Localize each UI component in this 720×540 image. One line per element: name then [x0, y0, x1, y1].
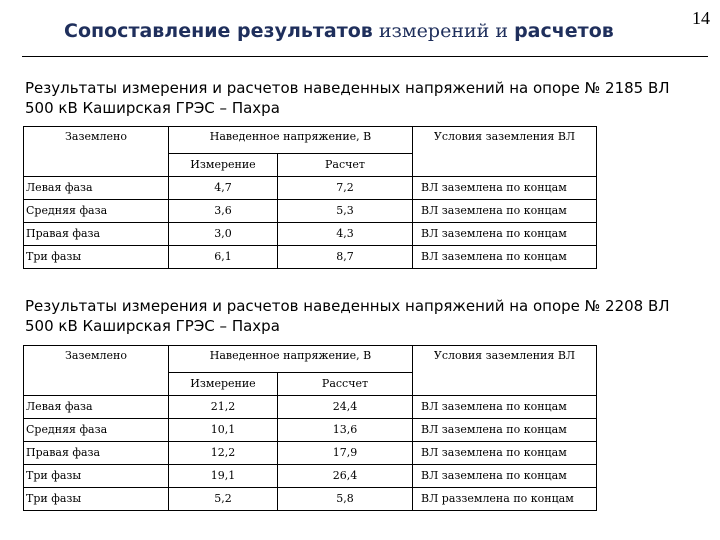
slide-title: [64, 20, 684, 42]
measured-cell: 3,0: [169, 223, 278, 246]
calculated-cell: 5,8: [278, 488, 413, 511]
condition-cell: ВЛ заземлена по концам: [413, 200, 597, 223]
table-row: [24, 419, 597, 442]
table-1: [23, 126, 597, 269]
header-voltage: Наведенное напряжение, В: [169, 346, 413, 373]
table-2-caption: [25, 296, 705, 336]
calculated-cell: 26,4: [278, 465, 413, 488]
measured-cell: 21,2: [169, 396, 278, 419]
title-part-3: расчетов: [514, 20, 614, 42]
title-part-2: измерений и: [378, 20, 509, 42]
phase-cell: Три фазы: [24, 465, 169, 488]
phase-cell: Левая фаза: [24, 177, 169, 200]
header-calculated: Рассчет: [278, 373, 413, 396]
title-divider: [22, 56, 708, 57]
measured-cell: 4,7: [169, 177, 278, 200]
table-row: [24, 223, 597, 246]
calculated-cell: 7,2: [278, 177, 413, 200]
measured-cell: 3,6: [169, 200, 278, 223]
header-measured: Измерение: [169, 154, 278, 177]
measured-cell: 6,1: [169, 246, 278, 269]
condition-cell: ВЛ заземлена по концам: [413, 465, 597, 488]
header-grounded: Заземлено: [24, 346, 169, 396]
condition-cell: ВЛ разземлена по концам: [413, 488, 597, 511]
phase-cell: Средняя фаза: [24, 419, 169, 442]
caption-line-1: Результаты измерения и расчетов наведенных напряжений на опоре № 2185 ВЛ: [25, 79, 670, 97]
calculated-cell: 5,3: [278, 200, 413, 223]
measured-cell: 12,2: [169, 442, 278, 465]
measured-cell: 19,1: [169, 465, 278, 488]
caption-line-2: 500 кВ Каширская ГРЭС – Пахра: [25, 99, 280, 117]
table-row: [24, 177, 597, 200]
phase-cell: Три фазы: [24, 246, 169, 269]
header-conditions: Условия заземления ВЛ: [413, 346, 597, 396]
header-measured: Измерение: [169, 373, 278, 396]
phase-cell: Правая фаза: [24, 442, 169, 465]
phase-cell: Три фазы: [24, 488, 169, 511]
table-row: [24, 396, 597, 419]
measured-cell: 5,2: [169, 488, 278, 511]
condition-cell: ВЛ заземлена по концам: [413, 223, 597, 246]
measured-cell: 10,1: [169, 419, 278, 442]
calculated-cell: 4,3: [278, 223, 413, 246]
table-1-caption: [25, 78, 705, 118]
condition-cell: ВЛ заземлена по концам: [413, 419, 597, 442]
condition-cell: ВЛ заземлена по концам: [413, 396, 597, 419]
condition-cell: ВЛ заземлена по концам: [413, 177, 597, 200]
phase-cell: Средняя фаза: [24, 200, 169, 223]
calculated-cell: 8,7: [278, 246, 413, 269]
header-grounded: Заземлено: [24, 127, 169, 177]
header-voltage: Наведенное напряжение, В: [169, 127, 413, 154]
table-row: [24, 200, 597, 223]
calculated-cell: 17,9: [278, 442, 413, 465]
table-row: [24, 442, 597, 465]
condition-cell: ВЛ заземлена по концам: [413, 442, 597, 465]
table-row: [24, 246, 597, 269]
table-2: [23, 345, 597, 511]
phase-cell: Левая фаза: [24, 396, 169, 419]
page-number: 14: [692, 8, 710, 28]
calculated-cell: 13,6: [278, 419, 413, 442]
phase-cell: Правая фаза: [24, 223, 169, 246]
header-calculated: Расчет: [278, 154, 413, 177]
title-part-1: Сопоставление результатов: [64, 20, 373, 42]
caption-line-2: 500 кВ Каширская ГРЭС – Пахра: [25, 317, 280, 335]
table-row: [24, 488, 597, 511]
condition-cell: ВЛ заземлена по концам: [413, 246, 597, 269]
caption-line-1: Результаты измерения и расчетов наведенных напряжений на опоре № 2208 ВЛ: [25, 297, 670, 315]
header-conditions: Условия заземления ВЛ: [413, 127, 597, 177]
table-row: [24, 465, 597, 488]
calculated-cell: 24,4: [278, 396, 413, 419]
